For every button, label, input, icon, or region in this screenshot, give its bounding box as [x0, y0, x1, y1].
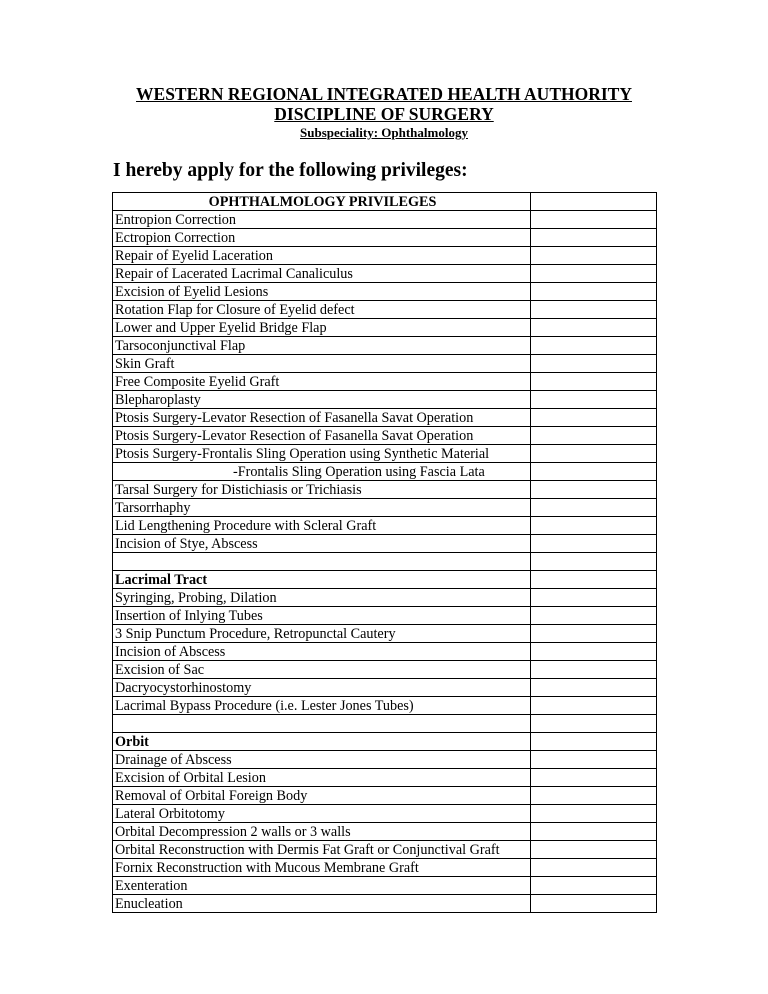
privilege-name: -Frontalis Sling Operation using Fascia Lata: [113, 463, 531, 481]
privilege-selection-cell[interactable]: [531, 301, 657, 319]
privilege-selection-cell[interactable]: [531, 805, 657, 823]
privilege-name: Repair of Lacerated Lacrimal Canaliculus: [113, 265, 531, 283]
privilege-selection-cell[interactable]: [531, 751, 657, 769]
privilege-name: Lower and Upper Eyelid Bridge Flap: [113, 319, 531, 337]
privilege-selection-cell[interactable]: [531, 823, 657, 841]
privilege-row: [113, 427, 657, 445]
section-header-row: [113, 571, 657, 589]
section-heading: Orbit: [113, 733, 531, 751]
privilege-row: [113, 301, 657, 319]
privilege-name: Dacryocystorhinostomy: [113, 679, 531, 697]
privilege-selection-cell[interactable]: [531, 337, 657, 355]
privilege-name: Skin Graft: [113, 355, 531, 373]
privilege-row: [113, 283, 657, 301]
privilege-selection-cell[interactable]: [531, 517, 657, 535]
privilege-name: Excision of Eyelid Lesions: [113, 283, 531, 301]
privilege-selection-cell[interactable]: [531, 247, 657, 265]
table-header-blank-cell: [531, 193, 657, 211]
organization-title: WESTERN REGIONAL INTEGRATED HEALTH AUTHORITY: [136, 84, 632, 104]
privilege-name: Ptosis Surgery-Levator Resection of Fasanella Savat Operation: [113, 409, 531, 427]
privilege-row: [113, 661, 657, 679]
privilege-name: 3 Snip Punctum Procedure, Retropunctal Cautery: [113, 625, 531, 643]
privilege-name: Blepharoplasty: [113, 391, 531, 409]
privilege-row: [113, 895, 657, 913]
privilege-name: Free Composite Eyelid Graft: [113, 373, 531, 391]
privilege-selection-cell[interactable]: [531, 463, 657, 481]
privilege-row: [113, 265, 657, 283]
privilege-selection-cell[interactable]: [531, 589, 657, 607]
privilege-row: [113, 589, 657, 607]
privilege-row: [113, 445, 657, 463]
privilege-selection-cell[interactable]: [531, 841, 657, 859]
section-header-row: [113, 733, 657, 751]
privilege-name: Ptosis Surgery-Frontalis Sling Operation using Synthetic Material: [113, 445, 531, 463]
privilege-selection-cell[interactable]: [531, 787, 657, 805]
privileges-table: [112, 192, 657, 913]
privilege-row: [113, 481, 657, 499]
privilege-name: Syringing, Probing, Dilation: [113, 589, 531, 607]
privilege-selection-cell[interactable]: [531, 481, 657, 499]
privilege-name: Tarsal Surgery for Distichiasis or Trichiasis: [113, 481, 531, 499]
privilege-name: Tarsorrhaphy: [113, 499, 531, 517]
privilege-row: [113, 607, 657, 625]
privilege-selection-cell[interactable]: [531, 427, 657, 445]
privilege-row: [113, 823, 657, 841]
privilege-row: [113, 373, 657, 391]
privilege-selection-cell[interactable]: [531, 535, 657, 553]
privilege-row: [113, 679, 657, 697]
table-title: OPHTHALMOLOGY PRIVILEGES: [113, 193, 531, 211]
privilege-name: Lacrimal Bypass Procedure (i.e. Lester Jones Tubes): [113, 697, 531, 715]
privilege-name: Fornix Reconstruction with Mucous Membrane Graft: [113, 859, 531, 877]
privilege-selection-cell[interactable]: [531, 571, 657, 589]
privilege-name: Lid Lengthening Procedure with Scleral Graft: [113, 517, 531, 535]
privilege-name: Orbital Decompression 2 walls or 3 walls: [113, 823, 531, 841]
privilege-name: Ptosis Surgery-Levator Resection of Fasanella Savat Operation: [113, 427, 531, 445]
privilege-name: Exenteration: [113, 877, 531, 895]
privilege-name: [113, 553, 531, 571]
privilege-row: [113, 499, 657, 517]
privilege-selection-cell[interactable]: [531, 895, 657, 913]
blank-row: [113, 715, 657, 733]
privilege-row: [113, 337, 657, 355]
table-header-row: [113, 193, 657, 211]
privilege-row: [113, 355, 657, 373]
privilege-name: Excision of Orbital Lesion: [113, 769, 531, 787]
privilege-selection-cell[interactable]: [531, 355, 657, 373]
privilege-selection-cell[interactable]: [531, 409, 657, 427]
privilege-selection-cell[interactable]: [531, 445, 657, 463]
privilege-name: Incision of Abscess: [113, 643, 531, 661]
privilege-selection-cell[interactable]: [531, 229, 657, 247]
privilege-selection-cell[interactable]: [531, 715, 657, 733]
privilege-selection-cell[interactable]: [531, 211, 657, 229]
privilege-selection-cell[interactable]: [531, 319, 657, 337]
privilege-selection-cell[interactable]: [531, 661, 657, 679]
privilege-name: Entropion Correction: [113, 211, 531, 229]
privilege-row: [113, 391, 657, 409]
subspeciality-title: Subspeciality: Ophthalmology: [300, 125, 468, 140]
privilege-selection-cell[interactable]: [531, 499, 657, 517]
privilege-row: [113, 751, 657, 769]
privilege-row: [113, 769, 657, 787]
privilege-name: Excision of Sac: [113, 661, 531, 679]
privilege-selection-cell[interactable]: [531, 373, 657, 391]
privilege-name: Enucleation: [113, 895, 531, 913]
privilege-row: [113, 877, 657, 895]
section-heading: Lacrimal Tract: [113, 571, 531, 589]
privilege-selection-cell[interactable]: [531, 607, 657, 625]
privilege-name: Rotation Flap for Closure of Eyelid defect: [113, 301, 531, 319]
privilege-selection-cell[interactable]: [531, 391, 657, 409]
privilege-selection-cell[interactable]: [531, 625, 657, 643]
privilege-name: Insertion of Inlying Tubes: [113, 607, 531, 625]
privilege-name: Tarsoconjunctival Flap: [113, 337, 531, 355]
privilege-row: [113, 409, 657, 427]
privilege-row: [113, 211, 657, 229]
privilege-selection-cell[interactable]: [531, 283, 657, 301]
privilege-row: [113, 859, 657, 877]
privilege-selection-cell[interactable]: [531, 265, 657, 283]
privilege-name: Drainage of Abscess: [113, 751, 531, 769]
discipline-title: DISCIPLINE OF SURGERY: [274, 104, 494, 124]
privilege-selection-cell[interactable]: [531, 733, 657, 751]
blank-row: [113, 553, 657, 571]
privilege-row: [113, 625, 657, 643]
privilege-row: [113, 229, 657, 247]
privilege-row: [113, 787, 657, 805]
privilege-selection-cell[interactable]: [531, 679, 657, 697]
application-statement: I hereby apply for the following privileges:: [113, 160, 468, 181]
privilege-name: [113, 715, 531, 733]
privilege-selection-cell[interactable]: [531, 697, 657, 715]
privilege-name: Repair of Eyelid Laceration: [113, 247, 531, 265]
privilege-name: Lateral Orbitotomy: [113, 805, 531, 823]
privilege-row: [113, 697, 657, 715]
privilege-selection-cell[interactable]: [531, 877, 657, 895]
privilege-row: [113, 805, 657, 823]
privilege-row: [113, 319, 657, 337]
privilege-row: [113, 517, 657, 535]
privilege-selection-cell[interactable]: [531, 769, 657, 787]
privilege-name: Orbital Reconstruction with Dermis Fat Graft or Conjunctival Graft: [113, 841, 531, 859]
privilege-row: [113, 535, 657, 553]
privilege-selection-cell[interactable]: [531, 643, 657, 661]
privilege-name: Incision of Stye, Abscess: [113, 535, 531, 553]
privilege-row: [113, 247, 657, 265]
privilege-name: Ectropion Correction: [113, 229, 531, 247]
privilege-selection-cell[interactable]: [531, 553, 657, 571]
privilege-row: [113, 841, 657, 859]
privilege-row: [113, 463, 657, 481]
privilege-row: [113, 643, 657, 661]
privilege-name: Removal of Orbital Foreign Body: [113, 787, 531, 805]
privilege-selection-cell[interactable]: [531, 859, 657, 877]
